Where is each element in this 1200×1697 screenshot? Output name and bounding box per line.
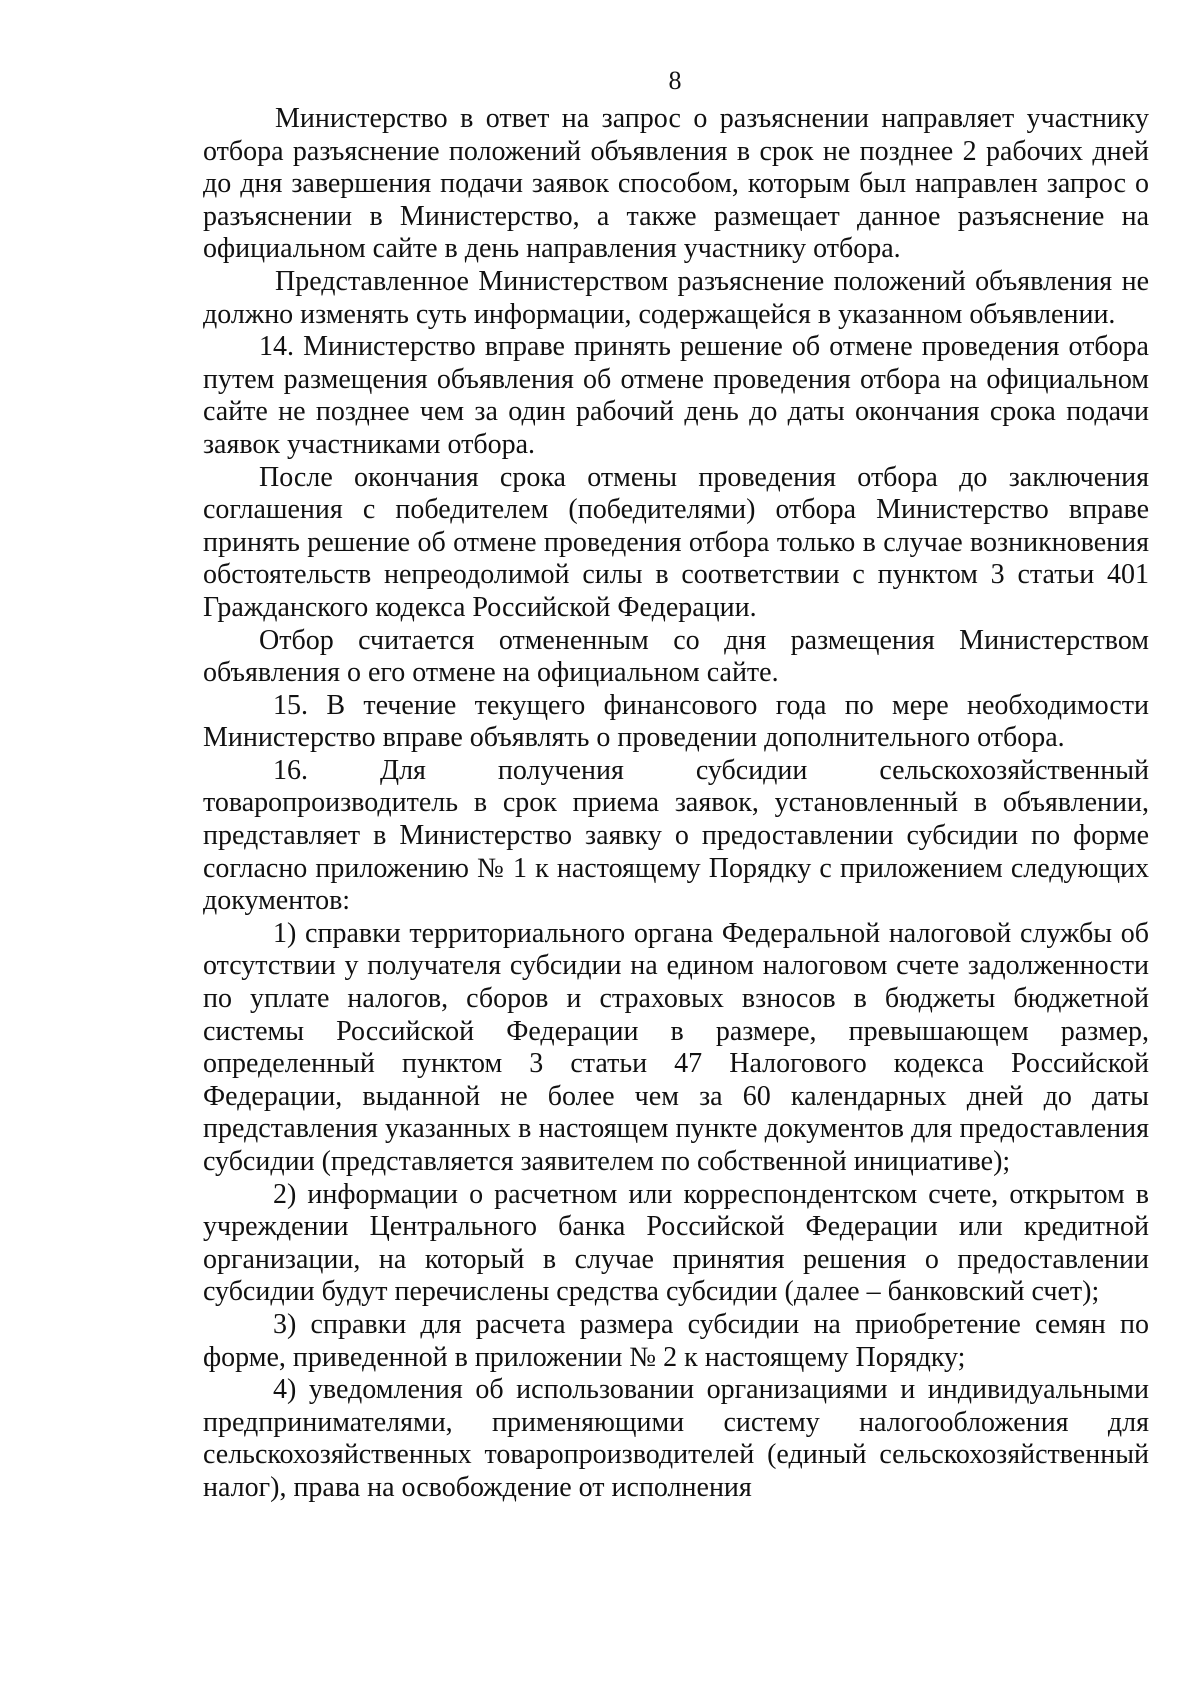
- paragraph-clarification-content: Представленное Министерством разъяснение положений объявления не должно изменять суть информации, содержащейся в указанном объявлении.: [203, 265, 1149, 330]
- paragraph-subitem-3: 3) справки для расчета размера субсидии на приобретение семян по форме, приведенной в приложении № 2 к настоящему Порядку;: [203, 1308, 1149, 1373]
- paragraph-item-15: 15. В течение текущего финансового года по мере необходимости Министерство вправе объявлять о проведении дополнительного отбора.: [203, 689, 1149, 754]
- paragraph-subitem-2: 2) информации о расчетном или корреспондентском счете, открытом в учреждении Центрального банка Российской Федерации или кредитной организации, на который в случае принятия решения о предоставлении субсидии будут перечислены средства субсидии (далее – банковский счет);: [203, 1178, 1149, 1308]
- paragraph-item-16: 16. Для получения субсидии сельскохозяйственный товаропроизводитель в срок приема заявок, установленный в объявлении, представляет в Министерство заявку о предоставлении субсидии по форме согласно приложению № 1 к настоящему Порядку с приложением следующих документов:: [203, 754, 1149, 917]
- paragraph-subitem-1: 1) справки территориального органа Федеральной налоговой службы об отсутствии у получателя субсидии на едином налоговом счете задолженности по уплате налогов, сборов и страховых взносов в бюджеты бюджетной системы Российской Федерации в размере, превышающем размер, определенный пунктом 3 статьи 47 Налогового кодекса Российской Федерации, выданной не более чем за 60 календарных дней до даты представления указанных в настоящем пункте документов для предоставления субсидии (представляется заявителем по собственной инициативе);: [203, 917, 1149, 1177]
- paragraph-selection-cancelled: Отбор считается отмененным со дня размещения Министерством объявления о его отмене на официальном сайте.: [203, 624, 1149, 689]
- paragraph-item-14: 14. Министерство вправе принять решение об отмене проведения отбора путем размещения объявления об отмене проведения отбора на официальном сайте не позднее чем за один рабочий день до даты окончания срока подачи заявок участниками отбора.: [203, 331, 1149, 460]
- document-body: [203, 103, 1149, 1505]
- paragraph-cancellation-force-majeure: После окончания срока отмены проведения отбора до заключения соглашения с победителем (победителями) отбора Министерство вправе принять решение об отмене проведения отбора только в случае возникновения обстоятельств непреодолимой силы в соответствии с пунктом 3 статьи 401 Гражданского кодекса Российской Федерации.: [203, 461, 1149, 623]
- page-number: 8: [668, 66, 682, 95]
- paragraph-subitem-4: 4) уведомления об использовании организациями и индивидуальными предпринимателями, применяющими систему налогообложения для сельскохозяйственных товаропроизводителей (единый сельскохозяйственный налог), права на освобождение от исполнения: [203, 1374, 1149, 1503]
- paragraph-clarification-response: Министерство в ответ на запрос о разъяснении направляет участнику отбора разъяснение положений объявления в срок не позднее 2 рабочих дней до дня завершения подачи заявок способом, которым был направлен запрос о разъяснении в Министерство, а также размещает данное разъяснение на официальном сайте в день направления участнику отбора.: [203, 103, 1149, 265]
